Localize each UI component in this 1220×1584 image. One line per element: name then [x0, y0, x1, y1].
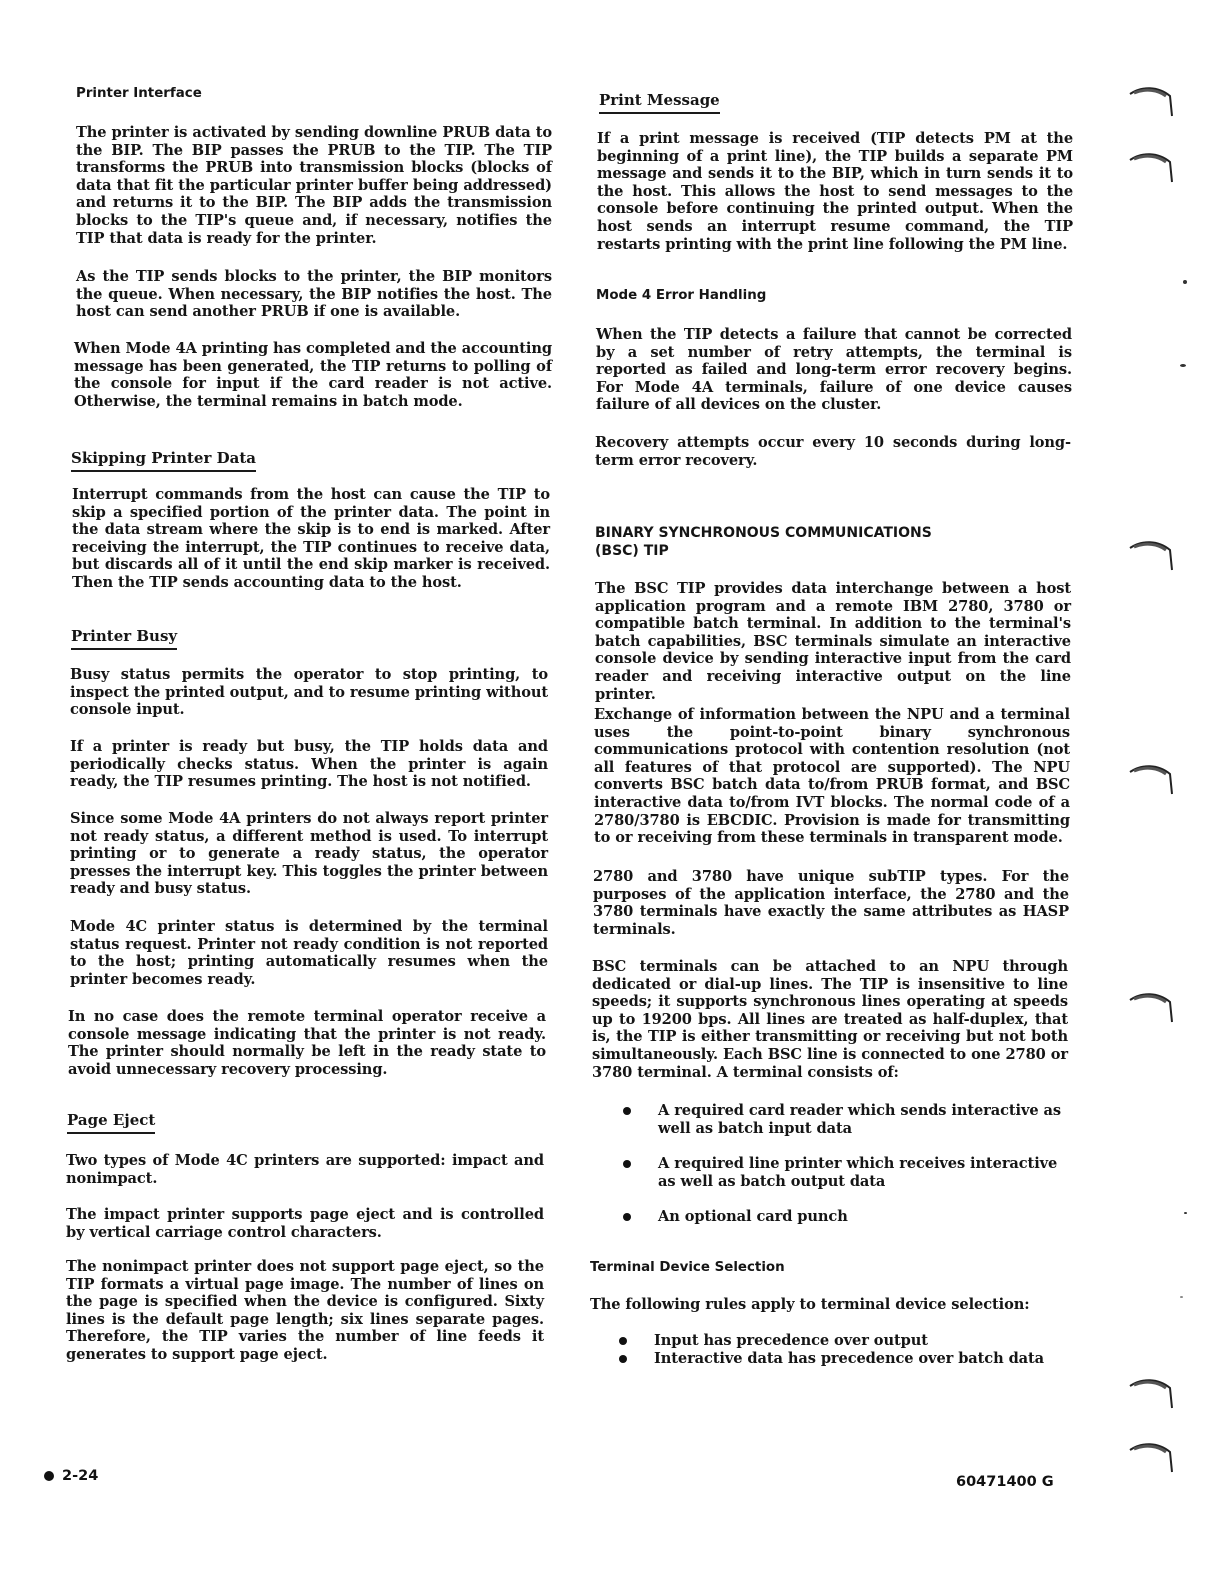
print-message-paragraph-1: If a print message is received (TIP detects PM at the beginning of a print line), the TIP builds a separate PM message and sends it to the BIP, which in turn sends it to the host. This allows the host to send messages to the console before continuing the printed output. When the host sends an interrupt resume command, the TIP restarts printing with the print line following the PM line.: [597, 130, 1073, 253]
bsc-terminal-components-list: [592, 1102, 1068, 1226]
printer-interface-p3-block: [74, 340, 552, 410]
terminal-device-paragraph-1: The following rules apply to terminal device selection:: [590, 1296, 1030, 1313]
binder-hole-mark-icon: [1128, 150, 1176, 186]
list-item: Input has precedence over output: [588, 1332, 1064, 1350]
binder-hole-mark-icon: [1128, 990, 1176, 1026]
printer-busy-heading: Printer Busy: [71, 627, 177, 650]
eject-p2-block: [66, 1206, 544, 1241]
mode4-error-heading: Mode 4 Error Handling: [596, 288, 767, 303]
printer-interface-paragraph-3: When Mode 4A printing has completed and the accounting message has been generated, the TIP returns to polling of the console for input if the card reader is not active. Otherwise, the terminal remains in batch mode.: [74, 340, 552, 410]
printer-busy-heading-block: [71, 626, 549, 650]
printer-busy-paragraph-3: Since some Mode 4A printers do not always report printer not ready status, a different method is used. To interrupt printing or to generate a ready status, the operator presses the interrupt key. This toggles the printer between ready and busy status.: [70, 810, 548, 898]
printer-busy-paragraph-5: In no case does the remote terminal operator receive a console message indicating that the printer is not ready. The printer should normally be left in the ready state to avoid unnecessary recovery processing.: [68, 1008, 546, 1078]
document-number: 60471400 G: [956, 1474, 1054, 1490]
binder-hole-mark-icon: [1128, 762, 1176, 798]
bsc-paragraph-1: The BSC TIP provides data interchange between a host application program and a remote IBM 2780, 3780 or compatible batch terminal. In addition to the terminal's batch capabilities, BSC terminals simulate an interactive console device by sending interactive input from the card reader and receiving interactive output on the line printer.: [595, 580, 1071, 703]
bullet-dot-icon: [44, 1471, 54, 1481]
scan-speck: [1183, 280, 1187, 284]
eject-p3-block: [66, 1258, 544, 1364]
scan-speck: [1180, 1296, 1183, 1298]
busy-p2-block: [70, 738, 548, 791]
page-eject-heading-block: [67, 1110, 545, 1134]
terminal-device-bullets-block: [588, 1332, 1064, 1367]
bsc-heading-line-1: BINARY SYNCHRONOUS COMMUNICATIONS: [595, 525, 932, 541]
mode4-paragraph-2: Recovery attempts occur every 10 seconds during long-term error recovery.: [595, 434, 1071, 469]
terminal-device-rules-list: [588, 1332, 1064, 1367]
bsc-p3-block: [593, 868, 1069, 938]
mode4-heading-block: [596, 288, 1074, 303]
terminal-device-selection-heading: Terminal Device Selection: [590, 1260, 785, 1275]
bsc-heading-block: [595, 524, 1073, 560]
bsc-bullets-block: [592, 1102, 1068, 1226]
bsc-paragraph-4: BSC terminals can be attached to an NPU through dedicated or dial-up lines. The TIP is insensitive to line speeds; it supports synchronous lines operating at speeds up to 19200 bps. All lines are treated as half-duplex, that is, the TIP is either transmitting or receiving but not both simultaneously. Each BSC line is connected to one 2780 or 3780 terminal. A terminal consists of:: [592, 958, 1068, 1081]
bsc-p1-block: [595, 580, 1071, 703]
print-message-p1-block: [597, 130, 1073, 253]
skipping-heading-block: [71, 448, 549, 472]
scan-speck: [1180, 364, 1186, 367]
terminal-device-p1-block: [590, 1296, 1066, 1314]
list-item: An optional card punch: [592, 1208, 1068, 1226]
printer-interface-paragraph-2: As the TIP sends blocks to the printer, the BIP monitors the queue. When necessary, the BIP notifies the host. The host can send another PRUB if one is available.: [76, 268, 552, 321]
bsc-p4-block: [592, 958, 1068, 1081]
skipping-paragraph-1: Interrupt commands from the host can cause the TIP to skip a specified portion of the printer data. The point in the data stream where the skip is to end is marked. After receiving the interrupt, the TIP continues to receive data, but discards all of it until the end skip marker is received. Then the TIP sends accounting data to the host.: [72, 486, 550, 591]
binder-hole-mark-icon: [1128, 84, 1176, 120]
busy-p4-block: [70, 918, 548, 988]
list-item: A required line printer which receives interactive as well as batch output data: [592, 1155, 1068, 1190]
skipping-p1-block: [72, 486, 550, 592]
printer-interface-paragraph-1: The printer is activated by sending downline PRUB data to the BIP. The BIP passes the PRUB to the TIP. The TIP transforms the PRUB into transmission blocks (blocks of data that fit the particular printer buffer being addressed) and returns it to the BIP. The BIP adds the transmission blocks to the TIP's queue and, if necessary, notifies the TIP that data is ready for the printer.: [76, 124, 552, 247]
eject-p1-block: [66, 1152, 544, 1187]
printer-interface-p1-block: [76, 124, 552, 247]
list-item: Interactive data has precedence over batch data: [588, 1350, 1064, 1368]
printer-busy-paragraph-4: Mode 4C printer status is determined by the terminal status request. Printer not ready condition is not reported to the host; printing automatically resumes when the printer becomes ready.: [70, 918, 548, 988]
printer-interface-heading-block: [76, 86, 554, 101]
scan-speck: [1184, 1212, 1187, 1214]
busy-p1-block: [70, 666, 548, 719]
printer-interface-heading: Printer Interface: [76, 86, 202, 101]
bsc-heading: [595, 524, 1073, 560]
printer-busy-paragraph-2: If a printer is ready but busy, the TIP holds data and periodically checks status. When the printer is again ready, the TIP resumes printing. The host is not notified.: [70, 738, 548, 791]
mode4-paragraph-1: When the TIP detects a failure that cannot be corrected by a set number of retry attempts, the terminal is reported as failed and long-term error recovery begins. For Mode 4A terminals, failure of one device causes failure of all devices on the cluster.: [596, 326, 1072, 414]
page-number: [44, 1468, 98, 1484]
mode4-p1-block: [596, 326, 1072, 414]
printer-busy-paragraph-1: Busy status permits the operator to stop printing, to inspect the printed output, and to resume printing without console input.: [70, 666, 548, 719]
bsc-p2-block: [594, 706, 1070, 847]
print-message-heading-block: [599, 90, 1077, 114]
page-eject-paragraph-1: Two types of Mode 4C printers are supported: impact and nonimpact.: [66, 1152, 544, 1187]
bsc-paragraph-3: 2780 and 3780 have unique subTIP types. For the purposes of the application interface, the 2780 and the 3780 terminals have exactly the same attributes as HASP terminals.: [593, 868, 1069, 938]
binder-hole-mark-icon: [1128, 538, 1176, 574]
list-item: A required card reader which sends interactive as well as batch input data: [592, 1102, 1068, 1137]
page-eject-paragraph-2: The impact printer supports page eject and is controlled by vertical carriage control characters.: [66, 1206, 544, 1241]
busy-p3-block: [70, 810, 548, 898]
bsc-heading-line-2: (BSC) TIP: [595, 543, 669, 559]
busy-p5-block: [68, 1008, 546, 1078]
print-message-heading: Print Message: [599, 91, 720, 114]
bsc-paragraph-2: Exchange of information between the NPU and a terminal uses the point-to-point binary synchronous communications protocol with contention resolution (not all features of that protocol are supported). The NPU converts BSC batch data to/from PRUB format, and BSC interactive data to/from IVT blocks. The normal code of a 2780/3780 is EBCDIC. Provision is made for transmitting to or receiving from these terminals in transparent mode.: [594, 706, 1070, 847]
page-eject-heading: Page Eject: [67, 1111, 155, 1134]
printer-interface-p2-block: [76, 268, 552, 321]
page-number-text: 2-24: [62, 1468, 99, 1484]
skipping-printer-data-heading: Skipping Printer Data: [71, 449, 256, 472]
terminal-device-heading-block: [590, 1260, 1068, 1275]
page-eject-paragraph-3: The nonimpact printer does not support page eject, so the TIP formats a virtual page image. The number of lines on the page is specified when the device is configured. Sixty lines is the default page length; six lines separate pages. Therefore, the TIP varies the number of line feeds it generates to support page eject.: [66, 1258, 544, 1363]
mode4-p2-block: [595, 434, 1071, 469]
binder-hole-mark-icon: [1128, 1440, 1176, 1476]
binder-hole-mark-icon: [1128, 1376, 1176, 1412]
